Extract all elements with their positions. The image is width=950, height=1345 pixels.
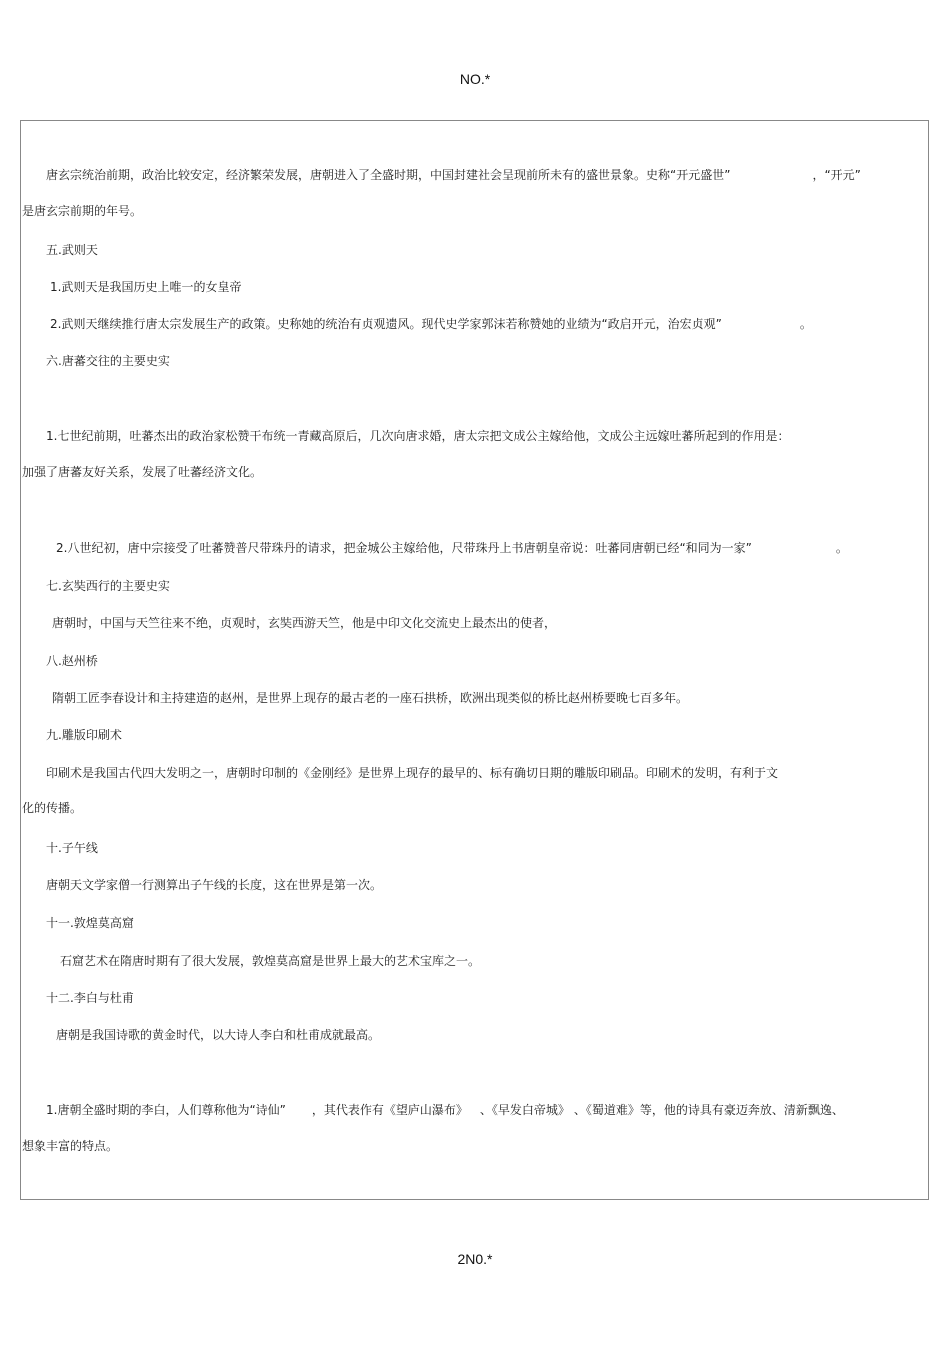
paragraph-tubo-2	[56, 540, 848, 556]
paragraph-kaiyuan	[46, 167, 861, 183]
paragraph-mogao: 石窟艺术在隋唐时期有了很大发展，敦煌莫高窟是世界上最大的艺术宝库之一。	[60, 954, 481, 968]
paragraph-libai	[46, 1102, 844, 1118]
text-segment: 2.八世纪初，唐中宗接受了吐蕃赞普尺带珠丹的请求，把金城公主嫁给他，尺带珠丹上书唐朝皇帝说：吐蕃同唐朝已经“和同为一家”	[56, 541, 752, 555]
text-segment: 2.武则天继续推行唐太宗发展生产的政策。史称她的统治有贞观遗风。现代史学家郭沫若称赞她的业绩为“政启开元，治宏贞观”	[50, 317, 722, 331]
heading-printing: 九.雕版印刷术	[46, 728, 122, 742]
paragraph-poetry: 唐朝是我国诗歌的黄金时代，以大诗人李白和杜甫成就最高。	[56, 1028, 381, 1042]
text-segment: ，“开元”	[812, 168, 861, 182]
heading-wu-zetian: 五.武则天	[46, 243, 98, 257]
text-segment: 1.唐朝全盛时期的李白，人们尊称他为“诗仙”	[46, 1103, 286, 1117]
paragraph-zhaozhou: 隋朝工匠李春设计和主持建造的赵州，是世界上现存的最古老的一座石拱桥，欧洲出现类似的桥比赵州桥要晚七百多年。	[52, 691, 689, 705]
paragraph-wu-2	[50, 316, 812, 332]
paragraph-printing: 印刷术是我国古代四大发明之一，唐朝时印制的《金刚经》是世界上现存的最早的、标有确切日期的雕版印刷品。印刷术的发明，有利于文	[46, 766, 779, 780]
page-footer: 2N0.*	[457, 1251, 493, 1267]
heading-zhaozhou-bridge: 八.赵州桥	[46, 654, 98, 668]
heading-tang-tubo: 六.唐蕃交往的主要史实	[46, 354, 170, 368]
heading-libai-dufu: 十二.李白与杜甫	[46, 991, 134, 1005]
paragraph-xuanzang: 唐朝时，中国与天竺往来不绝，贞观时，玄奘西游天竺，他是中印文化交流史上最杰出的使者，	[52, 616, 557, 630]
paragraph-libai-cont: 想象丰富的特点。	[22, 1139, 119, 1153]
page-header: NO.*	[459, 71, 491, 87]
text-segment: 、《早发白帝城》	[479, 1103, 570, 1117]
heading-mogao-caves: 十一.敦煌莫高窟	[46, 916, 134, 930]
paragraph-printing-cont: 化的传播。	[22, 801, 83, 815]
text-segment: 、《蜀道难》等，他的诗具有豪迈奔放、清新飘逸、	[573, 1103, 844, 1117]
text-segment: 。	[799, 317, 812, 331]
paragraph-kaiyuan-cont: 是唐玄宗前期的年号。	[22, 204, 143, 218]
paragraph-tubo-1-cont: 加强了唐蕃友好关系，发展了吐蕃经济文化。	[22, 465, 263, 479]
text-segment: 。	[835, 541, 848, 555]
heading-meridian: 十.子午线	[46, 841, 98, 855]
text-segment: ，其代表作有《望庐山瀑布》	[311, 1103, 468, 1117]
paragraph-tubo-1: 1.七世纪前期，吐蕃杰出的政治家松赞干布统一青藏高原后，几次向唐求婚，唐太宗把文成公主嫁给他，文成公主远嫁吐蕃所起到的作用是：	[46, 429, 790, 443]
paragraph-meridian: 唐朝天文学家僧一行测算出子午线的长度，这在世界是第一次。	[46, 878, 383, 892]
paragraph-wu-1: 1.武则天是我国历史上唯一的女皇帝	[50, 280, 242, 294]
heading-xuanzang: 七.玄奘西行的主要史实	[46, 579, 170, 593]
text-segment: 唐玄宗统治前期，政治比较安定，经济繁荣发展，唐朝进入了全盛时期，中国封建社会呈现前所未有的盛世景象。史称“开元盛世”	[46, 168, 731, 182]
